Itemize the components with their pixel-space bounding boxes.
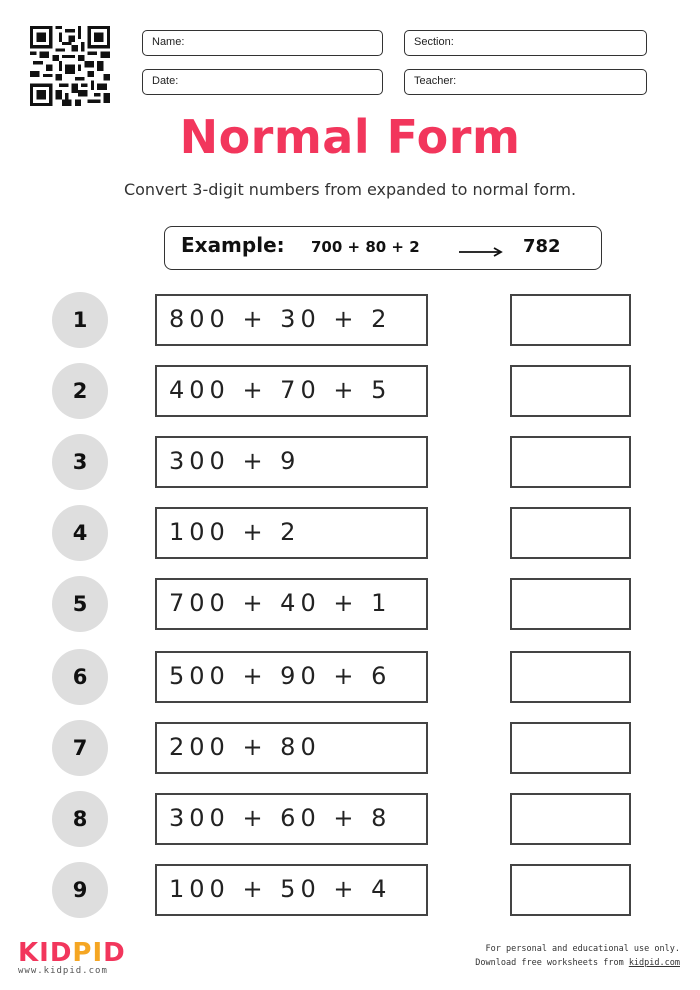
footer-kidpid-link[interactable]: kidpid.com — [628, 958, 680, 968]
name-field[interactable] — [142, 30, 383, 56]
teacher-field[interactable] — [404, 69, 647, 95]
problem-expression-box — [155, 365, 428, 417]
problem-row — [0, 649, 700, 705]
problem-expression: 800 + 30 + 2 — [169, 305, 392, 333]
section-field-label: Section: — [414, 36, 454, 48]
problem-expression-box — [155, 864, 428, 916]
example-box — [164, 226, 602, 270]
problem-row — [0, 576, 700, 632]
problem-number: 3 — [52, 434, 108, 490]
example-result: 782 — [523, 236, 561, 257]
problem-expression-box — [155, 722, 428, 774]
answer-box[interactable] — [510, 578, 631, 630]
answer-box[interactable] — [510, 436, 631, 488]
kidpid-logo — [18, 938, 126, 968]
problem-number: 6 — [52, 649, 108, 705]
logo-part: KID — [18, 938, 73, 968]
problem-row — [0, 505, 700, 561]
date-field[interactable] — [142, 69, 383, 95]
problem-number: 5 — [52, 576, 108, 632]
example-label: Example: — [181, 233, 285, 257]
example-expression: 700 + 80 + 2 — [311, 238, 420, 256]
footer-download-note — [475, 956, 680, 970]
problem-row — [0, 363, 700, 419]
problem-expression: 700 + 40 + 1 — [169, 589, 392, 617]
footer — [475, 942, 680, 970]
problem-number: 9 — [52, 862, 108, 918]
teacher-field-label: Teacher: — [414, 75, 457, 87]
problem-row — [0, 862, 700, 918]
answer-box[interactable] — [510, 365, 631, 417]
problem-number: 4 — [52, 505, 108, 561]
answer-box[interactable] — [510, 793, 631, 845]
date-field-label: Date: — [152, 75, 179, 87]
answer-box[interactable] — [510, 651, 631, 703]
problem-expression: 300 + 9 — [169, 447, 301, 475]
name-field-label: Name: — [152, 36, 185, 48]
problem-expression: 200 + 80 — [169, 733, 321, 761]
problem-number: 8 — [52, 791, 108, 847]
problem-expression-box — [155, 507, 428, 559]
problem-expression-box — [155, 578, 428, 630]
answer-box[interactable] — [510, 722, 631, 774]
problem-row — [0, 720, 700, 776]
problem-number: 1 — [52, 292, 108, 348]
instructions: Convert 3-digit numbers from expanded to normal form. — [123, 180, 577, 199]
footer-download-text: Download free worksheets from — [475, 958, 629, 968]
problem-number: 2 — [52, 363, 108, 419]
problem-row — [0, 434, 700, 490]
logo-part: PI — [72, 938, 104, 968]
problem-expression-box — [155, 793, 428, 845]
problem-expression: 500 + 90 + 6 — [169, 662, 392, 690]
arrow-right-icon — [459, 247, 505, 257]
footer-usage-note: For personal and educational use only. — [485, 944, 680, 954]
problem-expression-box — [155, 651, 428, 703]
problem-expression: 100 + 2 — [169, 518, 301, 546]
answer-box[interactable] — [510, 864, 631, 916]
problem-expression-box — [155, 436, 428, 488]
logo-part: D — [103, 938, 126, 968]
problem-row — [0, 292, 700, 348]
section-field[interactable] — [404, 30, 647, 56]
logo-url: www.kidpid.com — [18, 966, 108, 976]
page-title: Normal Form — [179, 110, 521, 164]
problem-number: 7 — [52, 720, 108, 776]
problem-expression: 400 + 70 + 5 — [169, 376, 392, 404]
qr-code-icon — [30, 26, 110, 106]
problem-expression: 300 + 60 + 8 — [169, 804, 392, 832]
problem-expression-box — [155, 294, 428, 346]
answer-box[interactable] — [510, 294, 631, 346]
problem-expression: 100 + 50 + 4 — [169, 875, 392, 903]
problem-row — [0, 791, 700, 847]
answer-box[interactable] — [510, 507, 631, 559]
